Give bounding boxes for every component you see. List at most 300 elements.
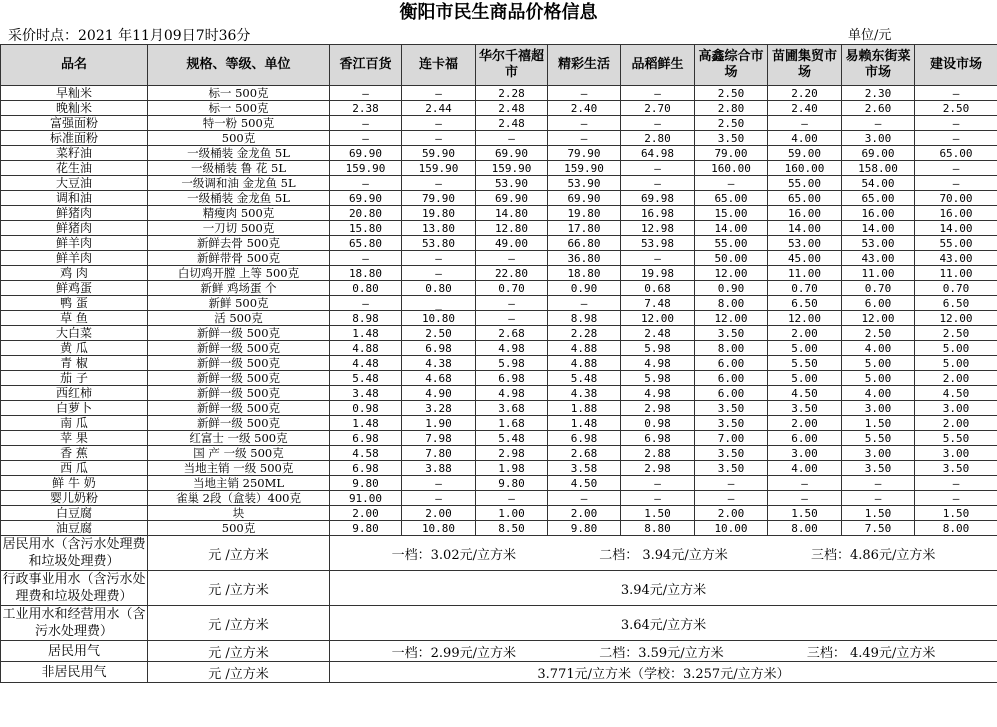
price-cell: — bbox=[548, 131, 621, 146]
utility-tier: 二档：3.59元/立方米 bbox=[599, 645, 724, 661]
price-cell: — bbox=[915, 116, 997, 131]
utility-unit: 元 /立方米 bbox=[148, 571, 330, 606]
price-cell: 6.98 bbox=[476, 371, 548, 386]
price-cell: 19.80 bbox=[548, 206, 621, 221]
price-cell: 79.00 bbox=[695, 146, 768, 161]
price-cell: — bbox=[330, 296, 402, 311]
price-cell: 14.80 bbox=[476, 206, 548, 221]
price-cell: 7.80 bbox=[402, 446, 476, 461]
product-name: 草 鱼 bbox=[1, 311, 148, 326]
price-cell: — bbox=[695, 476, 768, 491]
price-cell: 69.90 bbox=[330, 146, 402, 161]
page-title: 衡阳市民生商品价格信息 bbox=[399, 2, 598, 23]
utility-price bbox=[330, 641, 997, 662]
price-cell: 4.50 bbox=[548, 476, 621, 491]
product-name: 调和油 bbox=[1, 191, 148, 206]
price-cell: 5.98 bbox=[621, 371, 695, 386]
price-table bbox=[0, 44, 997, 683]
table-row bbox=[1, 401, 997, 416]
product-spec: 500克 bbox=[148, 521, 330, 536]
price-cell: 1.98 bbox=[476, 461, 548, 476]
price-cell: — bbox=[402, 251, 476, 266]
price-cell: 4.98 bbox=[621, 386, 695, 401]
price-cell: 9.80 bbox=[330, 521, 402, 536]
price-cell: 158.00 bbox=[842, 161, 915, 176]
price-cell: 5.00 bbox=[768, 341, 842, 356]
table-row bbox=[1, 356, 997, 371]
price-cell: 36.80 bbox=[548, 251, 621, 266]
table-row bbox=[1, 101, 997, 116]
product-name: 白萝卜 bbox=[1, 401, 148, 416]
price-cell: 2.50 bbox=[402, 326, 476, 341]
price-cell: 12.00 bbox=[695, 311, 768, 326]
price-cell: 49.00 bbox=[476, 236, 548, 251]
utility-name: 行政事业用水（含污水处理费和垃圾处理费） bbox=[2, 572, 146, 604]
price-cell: — bbox=[548, 491, 621, 506]
price-cell: 11.00 bbox=[842, 266, 915, 281]
price-cell: 3.00 bbox=[842, 131, 915, 146]
price-cell: — bbox=[915, 131, 997, 146]
price-cell: 4.00 bbox=[768, 461, 842, 476]
price-cell: 4.68 bbox=[402, 371, 476, 386]
table-row bbox=[1, 176, 997, 191]
price-cell: 2.70 bbox=[621, 101, 695, 116]
price-cell: 8.50 bbox=[476, 521, 548, 536]
price-cell: 4.00 bbox=[842, 341, 915, 356]
price-cell: — bbox=[476, 131, 548, 146]
utility-row bbox=[1, 606, 997, 641]
price-cell: 4.50 bbox=[915, 386, 997, 401]
product-spec: 当地主销 250ML bbox=[148, 476, 330, 491]
price-cell: 91.00 bbox=[330, 491, 402, 506]
price-cell: _ bbox=[402, 296, 476, 311]
product-spec: 国 产 一级 500克 bbox=[148, 446, 330, 461]
price-cell: 8.98 bbox=[330, 311, 402, 326]
price-cell: 2.50 bbox=[915, 101, 997, 116]
price-cell: — bbox=[476, 296, 548, 311]
utility-tier: 一档：2.99元/立方米 bbox=[391, 645, 516, 661]
price-cell: 65.00 bbox=[768, 191, 842, 206]
product-name: 鲜羊肉 bbox=[1, 236, 148, 251]
price-cell: 2.68 bbox=[476, 326, 548, 341]
price-cell: 2.20 bbox=[768, 86, 842, 101]
product-spec: 新鲜带骨 500克 bbox=[148, 251, 330, 266]
product-spec: 一级桶装 鲁 花 5L bbox=[148, 161, 330, 176]
price-cell: 3.00 bbox=[842, 401, 915, 416]
product-name: 茄 子 bbox=[1, 371, 148, 386]
price-cell: 3.50 bbox=[695, 326, 768, 341]
utility-price: 3.771元/立方米（学校：3.257元/立方米） bbox=[330, 662, 997, 683]
product-name: 青 椒 bbox=[1, 356, 148, 371]
product-name: 晚籼米 bbox=[1, 101, 148, 116]
price-cell: — bbox=[330, 131, 402, 146]
price-cell: 55.00 bbox=[695, 236, 768, 251]
utility-unit: 元 /立方米 bbox=[148, 536, 330, 571]
price-cell: — bbox=[476, 311, 548, 326]
price-cell: — bbox=[330, 116, 402, 131]
product-spec: 精瘦肉 500克 bbox=[148, 206, 330, 221]
price-cell: 0.90 bbox=[695, 281, 768, 296]
price-cell: 16.00 bbox=[915, 206, 997, 221]
price-cell: 3.50 bbox=[695, 461, 768, 476]
utility-price bbox=[330, 536, 997, 571]
price-cell: — bbox=[402, 266, 476, 281]
product-spec: 新鲜一级 500克 bbox=[148, 356, 330, 371]
table-row bbox=[1, 521, 997, 536]
price-cell: 5.98 bbox=[476, 356, 548, 371]
price-cell: 8.98 bbox=[548, 311, 621, 326]
price-cell: 3.50 bbox=[695, 416, 768, 431]
price-cell: 0.70 bbox=[915, 281, 997, 296]
price-cell: 5.98 bbox=[621, 341, 695, 356]
price-cell: 6.98 bbox=[548, 431, 621, 446]
price-cell: — bbox=[915, 176, 997, 191]
price-cell: — bbox=[915, 476, 997, 491]
price-cell: 1.48 bbox=[330, 326, 402, 341]
price-cell: 0.98 bbox=[621, 416, 695, 431]
product-spec: 一级桶装 金龙鱼 5L bbox=[148, 146, 330, 161]
price-cell: 5.00 bbox=[842, 356, 915, 371]
price-cell: 2.68 bbox=[548, 446, 621, 461]
price-cell: 53.80 bbox=[402, 236, 476, 251]
price-cell: 14.00 bbox=[768, 221, 842, 236]
price-cell: 4.50 bbox=[768, 386, 842, 401]
product-name: 鲜 牛 奶 bbox=[1, 476, 148, 491]
product-name: 大豆油 bbox=[1, 176, 148, 191]
price-cell: 1.00 bbox=[476, 506, 548, 521]
product-spec: 活 500克 bbox=[148, 311, 330, 326]
price-cell: 2.48 bbox=[476, 116, 548, 131]
product-spec: 一级桶装 金龙鱼 5L bbox=[148, 191, 330, 206]
price-cell: 2.00 bbox=[768, 326, 842, 341]
price-cell: — bbox=[842, 116, 915, 131]
price-cell: 4.90 bbox=[402, 386, 476, 401]
price-cell: 43.00 bbox=[842, 251, 915, 266]
product-spec: 红富士 一级 500克 bbox=[148, 431, 330, 446]
price-cell: 4.88 bbox=[330, 341, 402, 356]
price-cell: 69.90 bbox=[548, 191, 621, 206]
price-cell: 3.00 bbox=[842, 446, 915, 461]
price-cell: 79.90 bbox=[402, 191, 476, 206]
price-cell: 2.00 bbox=[768, 416, 842, 431]
price-cell: — bbox=[621, 86, 695, 101]
price-cell: 2.40 bbox=[768, 101, 842, 116]
price-cell: 4.38 bbox=[402, 356, 476, 371]
price-cell: — bbox=[330, 86, 402, 101]
table-row bbox=[1, 461, 997, 476]
product-name: 鸭 蛋 bbox=[1, 296, 148, 311]
price-cell: — bbox=[842, 476, 915, 491]
price-cell: 9.80 bbox=[476, 476, 548, 491]
product-spec: 新鲜一级 500克 bbox=[148, 326, 330, 341]
price-cell: 22.80 bbox=[476, 266, 548, 281]
price-cell: 1.68 bbox=[476, 416, 548, 431]
price-cell: 2.80 bbox=[695, 101, 768, 116]
price-cell: 2.00 bbox=[695, 506, 768, 521]
price-cell: 43.00 bbox=[915, 251, 997, 266]
price-cell: 5.00 bbox=[842, 371, 915, 386]
price-cell: 5.50 bbox=[915, 431, 997, 446]
price-cell: 3.50 bbox=[695, 446, 768, 461]
price-cell: 0.70 bbox=[768, 281, 842, 296]
product-name: 菜籽油 bbox=[1, 146, 148, 161]
price-cell: 9.80 bbox=[548, 521, 621, 536]
price-cell: 54.00 bbox=[842, 176, 915, 191]
price-cell: — bbox=[621, 491, 695, 506]
table-row bbox=[1, 341, 997, 356]
table-row bbox=[1, 491, 997, 506]
price-cell: — bbox=[915, 86, 997, 101]
price-cell: 160.00 bbox=[768, 161, 842, 176]
product-spec: 新鲜一级 500克 bbox=[148, 416, 330, 431]
price-cell: 4.48 bbox=[330, 356, 402, 371]
price-cell: 5.00 bbox=[915, 356, 997, 371]
price-time-label: 采价时点：2021 年11月09日7时36分 bbox=[8, 28, 251, 44]
product-name: 婴儿奶粉 bbox=[1, 491, 148, 506]
price-cell: 10.00 bbox=[695, 521, 768, 536]
price-cell: 6.98 bbox=[402, 341, 476, 356]
price-cell: — bbox=[402, 86, 476, 101]
price-cell: 3.68 bbox=[476, 401, 548, 416]
table-row bbox=[1, 476, 997, 491]
col-header-store: 品稻鲜生 bbox=[621, 45, 695, 86]
product-name: 白豆腐 bbox=[1, 506, 148, 521]
product-spec: 标一 500克 bbox=[148, 101, 330, 116]
price-cell: — bbox=[330, 176, 402, 191]
price-cell: 0.70 bbox=[476, 281, 548, 296]
price-cell: — bbox=[402, 131, 476, 146]
product-spec: 新鲜一级 500克 bbox=[148, 371, 330, 386]
product-spec: 特一粉 500克 bbox=[148, 116, 330, 131]
price-cell: 5.50 bbox=[842, 431, 915, 446]
price-cell: 2.28 bbox=[476, 86, 548, 101]
price-cell: — bbox=[621, 476, 695, 491]
price-cell: 65.00 bbox=[915, 146, 997, 161]
product-spec: 白切鸡开膛 上等 500克 bbox=[148, 266, 330, 281]
table-row bbox=[1, 296, 997, 311]
price-cell: 14.00 bbox=[695, 221, 768, 236]
utility-name: 居民用气 bbox=[1, 641, 148, 662]
utility-price: 3.94元/立方米 bbox=[330, 571, 997, 606]
price-cell: 1.90 bbox=[402, 416, 476, 431]
price-cell: 6.50 bbox=[768, 296, 842, 311]
product-spec: 新鲜 鸡场蛋 个 bbox=[148, 281, 330, 296]
price-cell: 4.98 bbox=[476, 386, 548, 401]
price-cell: 8.00 bbox=[695, 341, 768, 356]
price-cell: 2.28 bbox=[548, 326, 621, 341]
col-header-spec: 规格、等级、单位 bbox=[148, 45, 330, 86]
product-spec: 新鲜一级 500克 bbox=[148, 401, 330, 416]
product-name: 早籼米 bbox=[1, 86, 148, 101]
price-cell: 6.50 bbox=[915, 296, 997, 311]
utility-unit: 元 /立方米 bbox=[148, 606, 330, 641]
price-cell: 3.28 bbox=[402, 401, 476, 416]
price-cell: 2.00 bbox=[915, 371, 997, 386]
price-cell: 3.50 bbox=[695, 401, 768, 416]
table-row bbox=[1, 326, 997, 341]
table-row bbox=[1, 86, 997, 101]
price-cell: — bbox=[476, 251, 548, 266]
table-row bbox=[1, 236, 997, 251]
price-cell: 10.80 bbox=[402, 521, 476, 536]
table-row bbox=[1, 431, 997, 446]
price-cell: — bbox=[548, 116, 621, 131]
price-cell: 70.00 bbox=[915, 191, 997, 206]
price-cell: 53.00 bbox=[842, 236, 915, 251]
price-cell: 4.38 bbox=[548, 386, 621, 401]
price-cell: — bbox=[402, 116, 476, 131]
col-header-store: 苗圃集贸市 场 bbox=[768, 45, 842, 86]
price-cell: 5.48 bbox=[476, 431, 548, 446]
price-cell: 2.50 bbox=[695, 116, 768, 131]
table-header-row bbox=[1, 45, 997, 86]
price-cell: 4.88 bbox=[548, 341, 621, 356]
price-cell: 20.80 bbox=[330, 206, 402, 221]
price-cell: — bbox=[621, 251, 695, 266]
price-cell: 11.00 bbox=[768, 266, 842, 281]
price-cell: 5.48 bbox=[548, 371, 621, 386]
price-cell: 3.00 bbox=[768, 446, 842, 461]
price-cell: 2.00 bbox=[330, 506, 402, 521]
utility-tier: 二档： 3.94元/立方米 bbox=[599, 547, 728, 563]
price-cell: — bbox=[621, 176, 695, 191]
product-spec: 新鲜一级 500克 bbox=[148, 341, 330, 356]
price-cell: 16.00 bbox=[768, 206, 842, 221]
product-spec: 500克 bbox=[148, 131, 330, 146]
price-cell: 1.88 bbox=[548, 401, 621, 416]
col-header-store: 连卡福 bbox=[402, 45, 476, 86]
price-cell: 19.98 bbox=[621, 266, 695, 281]
price-cell: 8.00 bbox=[695, 296, 768, 311]
price-cell: 3.50 bbox=[695, 131, 768, 146]
table-row bbox=[1, 386, 997, 401]
goods-rows bbox=[1, 86, 997, 536]
price-cell: 66.80 bbox=[548, 236, 621, 251]
price-cell: 159.90 bbox=[330, 161, 402, 176]
col-header-name: 品名 bbox=[1, 45, 148, 86]
price-cell: 55.00 bbox=[768, 176, 842, 191]
table-row bbox=[1, 506, 997, 521]
price-cell: 8.00 bbox=[915, 521, 997, 536]
price-cell: 4.98 bbox=[476, 341, 548, 356]
price-cell: 3.00 bbox=[915, 401, 997, 416]
price-cell: 7.00 bbox=[695, 431, 768, 446]
price-cell: 15.00 bbox=[695, 206, 768, 221]
price-cell: 59.00 bbox=[768, 146, 842, 161]
price-cell: — bbox=[621, 116, 695, 131]
price-cell: — bbox=[476, 491, 548, 506]
utility-name: 非居民用气 bbox=[1, 662, 148, 683]
price-cell: 53.00 bbox=[768, 236, 842, 251]
price-cell: 0.80 bbox=[330, 281, 402, 296]
price-cell: 5.48 bbox=[330, 371, 402, 386]
price-cell: 0.90 bbox=[548, 281, 621, 296]
price-cell: — bbox=[768, 116, 842, 131]
price-cell: 6.98 bbox=[330, 431, 402, 446]
price-cell: 65.00 bbox=[695, 191, 768, 206]
utility-row bbox=[1, 641, 997, 662]
price-cell: 0.98 bbox=[330, 401, 402, 416]
table-row bbox=[1, 116, 997, 131]
price-cell: — bbox=[548, 296, 621, 311]
price-cell: 11.00 bbox=[915, 266, 997, 281]
price-cell: 12.00 bbox=[842, 311, 915, 326]
col-header-store: 香江百货 bbox=[330, 45, 402, 86]
product-name: 西 瓜 bbox=[1, 461, 148, 476]
price-cell: 4.00 bbox=[768, 131, 842, 146]
product-spec: 新鲜 500克 bbox=[148, 296, 330, 311]
price-cell: — bbox=[402, 176, 476, 191]
product-name: 鲜猪肉 bbox=[1, 206, 148, 221]
utility-tier: 三档： 4.49元/立方米 bbox=[806, 645, 936, 661]
price-cell: 2.50 bbox=[842, 326, 915, 341]
product-name: 鸡 肉 bbox=[1, 266, 148, 281]
price-cell: 2.48 bbox=[476, 101, 548, 116]
price-cell: 53.90 bbox=[476, 176, 548, 191]
utility-tier: 一档：3.02元/立方米 bbox=[391, 547, 516, 563]
table-row bbox=[1, 131, 997, 146]
price-cell: 6.98 bbox=[330, 461, 402, 476]
table-row bbox=[1, 251, 997, 266]
price-cell: — bbox=[768, 491, 842, 506]
price-cell: 6.00 bbox=[768, 431, 842, 446]
price-cell: 79.90 bbox=[548, 146, 621, 161]
price-cell: 64.98 bbox=[621, 146, 695, 161]
price-cell: 3.50 bbox=[842, 461, 915, 476]
product-name: 标准面粉 bbox=[1, 131, 148, 146]
price-cell: 53.90 bbox=[548, 176, 621, 191]
utility-tier: 三档：4.86元/立方米 bbox=[811, 547, 936, 563]
utility-rows bbox=[1, 536, 997, 683]
col-header-store: 建设市场 bbox=[915, 45, 997, 86]
col-header-store: 高鑫综合市 场 bbox=[695, 45, 768, 86]
price-cell: 12.00 bbox=[621, 311, 695, 326]
price-cell: 159.90 bbox=[548, 161, 621, 176]
col-header-store: 华尔千禧超 市 bbox=[476, 45, 548, 86]
product-name: 鲜猪肉 bbox=[1, 221, 148, 236]
price-cell: 69.98 bbox=[621, 191, 695, 206]
price-cell: 3.58 bbox=[548, 461, 621, 476]
utility-row bbox=[1, 571, 997, 606]
price-cell: 1.50 bbox=[842, 416, 915, 431]
price-cell: — bbox=[621, 161, 695, 176]
price-cell: 2.48 bbox=[621, 326, 695, 341]
price-cell: 1.50 bbox=[621, 506, 695, 521]
utility-name: 工业用水和经营用水（含污水处理费） bbox=[2, 607, 146, 639]
utility-row bbox=[1, 536, 997, 571]
price-cell: 13.80 bbox=[402, 221, 476, 236]
col-header-store: 易赖东街菜市场 bbox=[842, 45, 915, 86]
product-name: 香 蕉 bbox=[1, 446, 148, 461]
price-cell: 19.80 bbox=[402, 206, 476, 221]
price-cell: 65.00 bbox=[842, 191, 915, 206]
product-spec: 块 bbox=[148, 506, 330, 521]
price-cell: 3.48 bbox=[330, 386, 402, 401]
price-cell: 2.98 bbox=[476, 446, 548, 461]
price-cell: 1.50 bbox=[842, 506, 915, 521]
price-cell: 8.80 bbox=[621, 521, 695, 536]
price-cell: 12.98 bbox=[621, 221, 695, 236]
price-cell: 2.60 bbox=[842, 101, 915, 116]
product-spec: 新鲜一级 500克 bbox=[148, 386, 330, 401]
price-cell: — bbox=[695, 176, 768, 191]
table-row bbox=[1, 446, 997, 461]
utility-name: 居民用水（含污水处理费和垃圾处理费） bbox=[2, 537, 146, 569]
price-cell: 8.00 bbox=[768, 521, 842, 536]
price-cell: — bbox=[768, 476, 842, 491]
price-cell: 2.00 bbox=[548, 506, 621, 521]
price-cell: 2.44 bbox=[402, 101, 476, 116]
